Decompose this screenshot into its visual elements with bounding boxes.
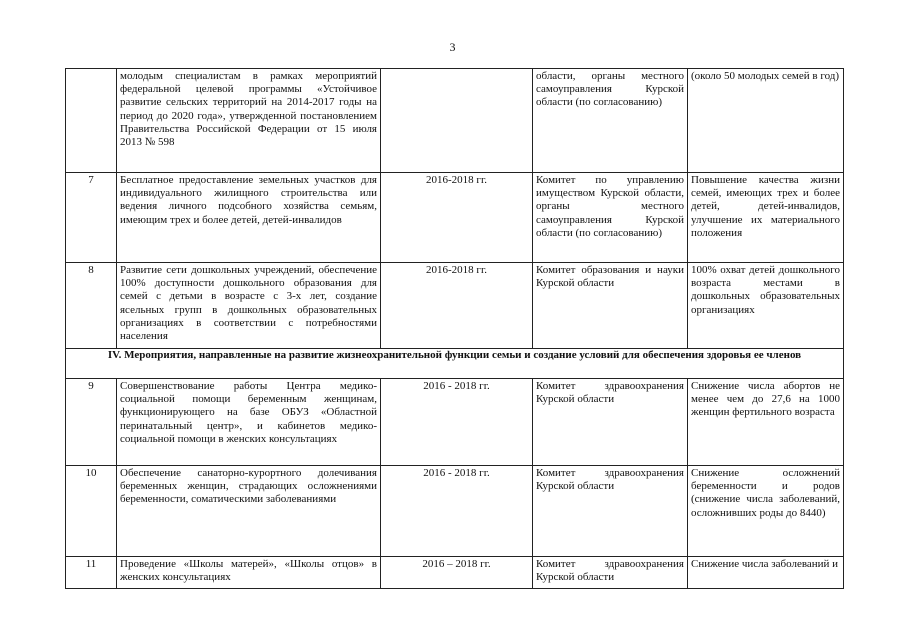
page-number: 3 (449, 40, 456, 54)
measure-period: 2016 – 2018 гг. (381, 557, 533, 589)
row-number: 11 (66, 557, 117, 589)
responsible-body: Комитет здравоохранения Курской области (533, 379, 688, 466)
row-number: 7 (66, 173, 117, 263)
responsible-body: области, органы местного самоуправления Курской области (по согласованию) (533, 69, 688, 173)
measure-period (381, 69, 533, 173)
measure-description: Обеспечение санаторно-курортного долечивания беременных женщин, страдающих осложнениями беременности, соматическими заболеваниями (117, 466, 381, 557)
section-heading: IV. Мероприятия, направленные на развитие жизнеохранительной функции семьи и создание условий для обеспечения здоровья ее членов (66, 349, 844, 379)
measure-description: молодым специалистам в рамках мероприятий федеральной целевой программы «Устойчивое развитие сельских территорий на 2014-2017 годы на период до 2020 года», утвержденной постановлением Правительства Российской Федерации от 15 июля 2013 № 598 (117, 69, 381, 173)
measure-description: Совершенствование работы Центра медико-социальной помощи беременным женщинам, функционирующего на базе ОБУЗ «Областной перинатальный центр», и кабинетов медико-социальной помощи в женских консультациях (117, 379, 381, 466)
responsible-body: Комитет по управлению имуществом Курской области, органы местного самоуправления Курской области (по согласованию) (533, 173, 688, 263)
row-number: 9 (66, 379, 117, 466)
responsible-body: Комитет здравоохранения Курской области (533, 557, 688, 589)
measure-period: 2016 - 2018 гг. (381, 379, 533, 466)
table-row (66, 466, 844, 557)
responsible-body: Комитет здравоохранения Курской области (533, 466, 688, 557)
expected-result: Снижение числа заболеваний и (688, 557, 844, 589)
measure-period: 2016-2018 гг. (381, 173, 533, 263)
expected-result: Снижение осложнений беременности и родов (снижение числа заболеваний, осложнивших роды до 8440) (688, 466, 844, 557)
expected-result: Снижение числа абортов не менее чем до 27,6 на 1000 женщин фертильного возраста (688, 379, 844, 466)
row-number: 8 (66, 263, 117, 349)
measure-description: Развитие сети дошкольных учреждений, обеспечение 100% доступности дошкольного образования для семей с детьми в возрасте с 3-х лет, создание ясельных групп в дошкольных образовательных организациях в соответствии с потребностями населения (117, 263, 381, 349)
measure-description: Проведение «Школы матерей», «Школы отцов» в женских консультациях (117, 557, 381, 589)
measures-table (65, 68, 844, 589)
table-row (66, 263, 844, 349)
measure-period: 2016 - 2018 гг. (381, 466, 533, 557)
measure-description: Бесплатное предоставление земельных участков для индивидуального жилищного строительства или ведения личного подсобного хозяйства семьям, имеющим трех и более детей, детей-инвалидов (117, 173, 381, 263)
section-row (66, 349, 844, 379)
expected-result: (около 50 молодых семей в год) (688, 69, 844, 173)
row-number: 10 (66, 466, 117, 557)
expected-result: 100% охват детей дошкольного возраста местами в дошкольных образовательных организациях (688, 263, 844, 349)
measure-period: 2016-2018 гг. (381, 263, 533, 349)
table-row (66, 69, 844, 173)
table-row (66, 173, 844, 263)
responsible-body: Комитет образования и науки Курской области (533, 263, 688, 349)
expected-result: Повышение качества жизни семей, имеющих трех и более детей, детей-инвалидов, улучшение их материального положения (688, 173, 844, 263)
table-row (66, 379, 844, 466)
table-row (66, 557, 844, 589)
row-number (66, 69, 117, 173)
